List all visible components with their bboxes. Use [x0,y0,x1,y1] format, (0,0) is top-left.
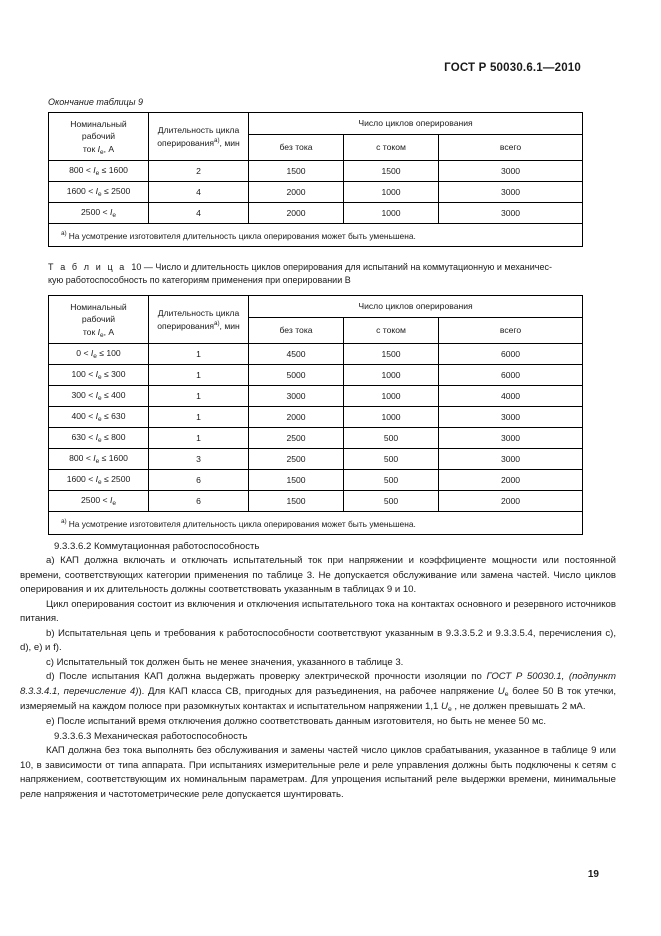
range-post: ≤ 630 [101,411,126,421]
table9-row0-with-current: 1500 [344,161,439,182]
table10-caption-line2: кую работоспособность по категориям применения при оперировании В [48,275,351,286]
footnote-ref-icon: a) [214,319,220,327]
table9-row2-total: 3000 [439,203,583,224]
table-row [49,203,583,224]
item-d-part4: , не должен превышать 2 мА. [451,700,586,712]
table10-col2-line1: Длительность цикла [157,308,240,319]
current-symbol: I [109,207,113,217]
table10-row5-total: 3000 [439,449,583,470]
paragraph-item-d [20,670,616,715]
current-symbol: I [95,390,99,400]
range-post: ≤ 300 [101,369,126,379]
table10-footnote-row [49,512,583,535]
table10-row3-no-current: 2000 [249,407,344,428]
range-post: ≤ 1600 [99,453,128,463]
range-post: ≤ 2500 [101,474,131,484]
range-pre: 800 < [69,165,94,175]
table9-row2-range [49,203,149,224]
table-row [49,470,583,491]
table9-caption: Окончание таблицы 9 [48,97,143,107]
current-symbol-subscript: e [93,353,97,360]
current-symbol: I [95,432,99,442]
table10-row0-no-current: 4500 [249,344,344,365]
table10-row1-total: 6000 [439,365,583,386]
table-10 [48,295,583,535]
current-symbol: I [90,348,94,358]
table9-row0-range [49,161,149,182]
voltage-symbol: U [441,700,448,712]
table9-col2-header [149,113,249,161]
table10-footnote [49,512,583,535]
section-heading-9-3-3-6-2: 9.3.3.6.2 Коммутационная работоспособность [54,541,260,552]
range-pre: 630 < [71,432,96,442]
voltage-symbol-subscript: e [447,705,452,713]
voltage-symbol: U [497,685,505,697]
table10-col2-line2-pre: оперирования [157,320,215,331]
table9-row1-duration: 4 [149,182,249,203]
table9-col1-line2-pre: ток [82,143,98,154]
table9-row2-no-current: 2000 [249,203,344,224]
current-symbol: I [95,474,99,484]
table-row [49,161,583,182]
table-row [49,365,583,386]
current-symbol-subscript: e [100,148,104,156]
table10-row3-total: 3000 [439,407,583,428]
range-post: ≤ 100 [96,348,121,358]
table10-row3-range [49,407,149,428]
table10-row6-total: 2000 [439,470,583,491]
table10-row3-duration: 1 [149,407,249,428]
table9-col1-line1: Номинальный рабочий [70,118,127,142]
table-row [49,344,583,365]
table10-row0-range [49,344,149,365]
current-symbol-subscript: e [112,212,116,219]
table9-col1-header [49,113,149,161]
standard-code-header: ГОСТ Р 50030.6.1—2010 [444,62,581,74]
footnote-text: На усмотрение изготовителя длительность цикла оперирования может быть уменьшена. [68,518,416,529]
table10-row5-range [49,449,149,470]
current-symbol: I [97,143,101,154]
table9-col2-line2-post: , мин [219,137,240,148]
table10-col1-header [49,296,149,344]
paragraph-item-e: е) После испытаний время отключения должно соответствовать данным изготовителя, но быть не менее 50 мс. [46,716,546,728]
table10-row1-with-current: 1000 [344,365,439,386]
table9-col2-line2-pre: оперирования [157,137,215,148]
table10-row2-duration: 1 [149,386,249,407]
paragraph-item-b: b) Испытательная цепь и требования к работоспособности соответствуют указанным в 9.3.3.5.2 и 9.3.3.5.4, перечисления с), d), е) и f). [20,627,616,654]
current-symbol-subscript: e [98,191,102,198]
table10-row7-total: 2000 [439,491,583,512]
current-symbol-subscript: e [98,437,102,444]
current-symbol-subscript: e [112,500,116,507]
table10-row1-duration: 1 [149,365,249,386]
range-pre: 2500 < [81,495,110,505]
range-pre: 400 < [71,411,96,421]
table10-col1-line1: Номинальный рабочий [70,301,127,325]
paragraph-mechanical-endurance: КАП должна без тока выполнять без обслуживания и замены частей число циклов срабатывания, указанное в таблице 9 или 10, в зависимости от типа аппарата. При испытаниях измерительные реле и реле управления должны быть подключены к сетям с напряжением, соответствующим их номинальным параметрам. Для упрощения испытаний реле выдержки времени, минимальные реле напряжения и частотометрические реле допускается шунтировать. [20,745,616,800]
current-symbol-subscript: e [98,395,102,402]
table10-row6-with-current: 500 [344,470,439,491]
range-pre: 1600 < [66,186,96,196]
table10-caption [48,261,582,287]
table10-row5-with-current: 500 [344,449,439,470]
table-row [49,428,583,449]
table-row [49,407,583,428]
current-symbol-subscript: e [98,479,102,486]
table10-group-header: Число циклов оперирования [249,296,583,318]
table10-subheader-with-current: с током [344,318,439,344]
item-d-part2: ). Для КАП класса СВ, пригодных для разъединения, на рабочее напряжение [138,685,498,697]
table10-subheader-total: всего [439,318,583,344]
table10-row5-no-current: 2500 [249,449,344,470]
table10-row6-range [49,470,149,491]
current-symbol-subscript: e [95,170,100,177]
table10-row5-duration: 3 [149,449,249,470]
current-symbol-subscript: e [95,458,100,465]
table10-row3-with-current: 1000 [344,407,439,428]
table10-row7-range [49,491,149,512]
table10-row7-with-current: 500 [344,491,439,512]
table9-footnote-row [49,224,583,247]
table10-col2-header [149,296,249,344]
range-pre: 1600 < [66,474,96,484]
current-symbol: I [95,411,99,421]
table9-row1-no-current: 2000 [249,182,344,203]
range-pre: 2500 < [81,207,110,217]
table10-row2-range [49,386,149,407]
table9-header-row-1 [49,113,583,135]
table10-row0-total: 6000 [439,344,583,365]
table10-row4-range [49,428,149,449]
range-post: ≤ 2500 [101,186,131,196]
table10-row6-no-current: 1500 [249,470,344,491]
table9-col2-line1: Длительность цикла [157,125,240,136]
table-row [49,182,583,203]
table9-row0-total: 3000 [439,161,583,182]
table10-col1-line2-post: , А [103,326,115,337]
table10-row2-with-current: 1000 [344,386,439,407]
current-symbol: I [97,326,101,337]
table9-subheader-total: всего [439,135,583,161]
range-post: ≤ 1600 [99,165,128,175]
table10-row4-total: 3000 [439,428,583,449]
current-symbol: I [95,186,99,196]
range-pre: 800 < [69,453,94,463]
table10-row2-total: 4000 [439,386,583,407]
item-d-part3: более 50 В ток утечки, измеряемый на каждом полюсе при разомкнутых контактах и испытательном напряжении 1,1 [20,685,616,712]
table9-row0-duration: 2 [149,161,249,182]
page-number: 19 [587,869,599,880]
table9-group-header: Число циклов оперирования [249,113,583,135]
current-symbol-subscript: e [98,416,102,423]
table9-row1-range [49,182,149,203]
table10-row7-duration: 6 [149,491,249,512]
table9-subheader-with-current: с током [344,135,439,161]
table10-caption-label: Т а б л и ц а [48,262,127,272]
current-symbol-subscript: e [100,331,104,339]
footnote-marker: a) [61,230,67,237]
table10-subheader-no-current: без тока [249,318,344,344]
footnote-marker: a) [61,518,67,525]
table9-row2-with-current: 1000 [344,203,439,224]
table10-row0-duration: 1 [149,344,249,365]
body-text-block [20,540,616,802]
current-symbol: I [93,453,96,463]
paragraph-cycle-definition: Цикл оперирования состоит из включения и отключения испытательного тока на контактах основного и резервного источников питания. [20,598,616,625]
paragraph-item-a: а) КАП должна включать и отключать испытательный ток при напряжении и коэффициенте мощности или постоянной времени, соответствующих категории применения по таблице 3. Не допускается обслуживание или замена частей. Число циклов оперирования и их длительность должны соответствовать указанным в таблицах 9 и 10. [20,555,616,596]
table-row [49,449,583,470]
table10-row4-no-current: 2500 [249,428,344,449]
paragraph-item-c: c) Испытательный ток должен быть не менее значения, указанного в таблице 3. [46,656,404,668]
table10-row7-no-current: 1500 [249,491,344,512]
table9-row1-total: 3000 [439,182,583,203]
table10-row2-no-current: 3000 [249,386,344,407]
table10-col2-line2-post: , мин [219,320,240,331]
voltage-symbol-subscript: e [504,690,509,698]
table9-row1-with-current: 1000 [344,182,439,203]
table10-row1-range [49,365,149,386]
table10-row1-no-current: 5000 [249,365,344,386]
item-d-part1: d) После испытания КАП должна выдержать проверку электрической прочности изоляции по [46,671,487,683]
table-9-continuation [48,112,583,247]
table9-row0-no-current: 1500 [249,161,344,182]
current-symbol: I [93,165,96,175]
table10-row0-with-current: 1500 [344,344,439,365]
table9-col1-line2-post: , А [103,143,115,154]
current-symbol: I [95,369,99,379]
referenced-standard: ГОСТ Р 50030.1, (подпункт 8.3.3.4.1, перечисление 4) [20,671,617,697]
table-row [49,386,583,407]
footnote-ref-icon: a) [214,136,220,144]
table10-caption-number: 10 — Число и длительность циклов оперирования для испытаний на коммутационную и механичес- [131,262,552,272]
table9-footnote [49,224,583,247]
current-symbol: I [109,495,113,505]
range-post: ≤ 400 [101,390,126,400]
range-pre: 0 < [76,348,91,358]
range-pre: 100 < [71,369,96,379]
range-pre: 300 < [71,390,96,400]
section-heading-9-3-3-6-3: 9.3.3.6.3 Механическая работоспособность [54,730,248,742]
table10-row6-duration: 6 [149,470,249,491]
table9-subheader-no-current: без тока [249,135,344,161]
current-symbol-subscript: e [98,374,102,381]
table9-row2-duration: 4 [149,203,249,224]
footnote-text: На усмотрение изготовителя длительность цикла оперирования может быть уменьшена. [68,230,416,241]
table-row [49,491,583,512]
range-post: ≤ 800 [101,432,126,442]
table10-header-row-1 [49,296,583,318]
table10-row4-with-current: 500 [344,428,439,449]
table10-row4-duration: 1 [149,428,249,449]
table10-col1-line2-pre: ток [82,326,98,337]
